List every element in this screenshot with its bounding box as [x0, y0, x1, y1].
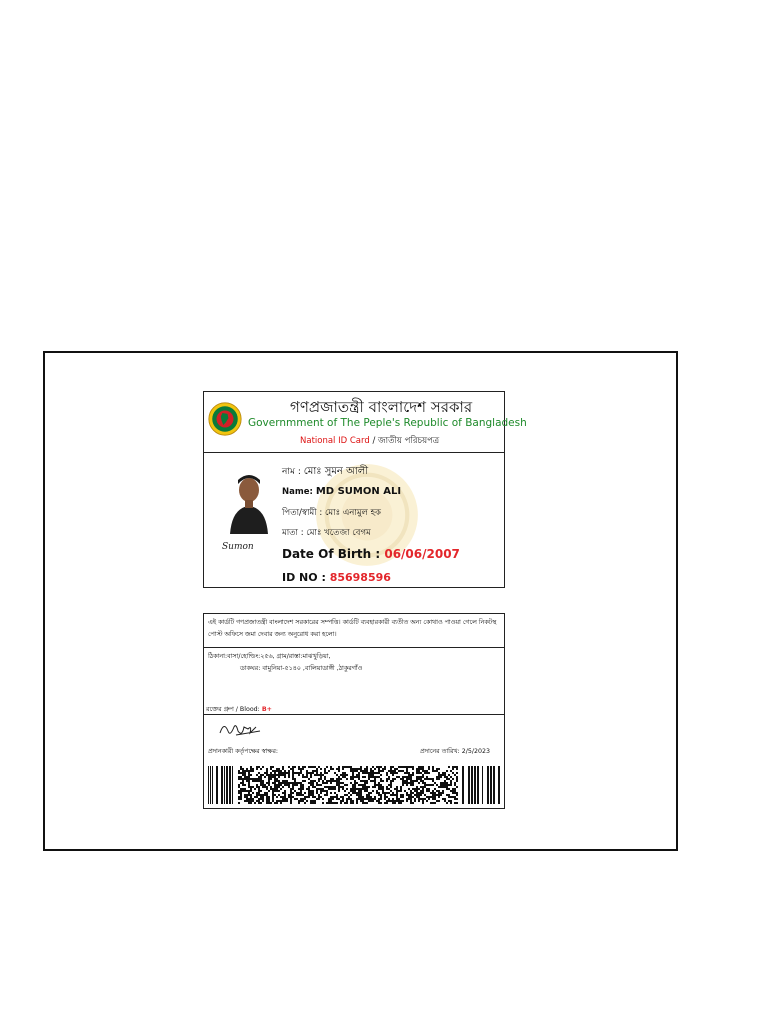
- gov-title-bn: গণপ্রজাতন্ত্রী বাংলাদেশ সরকার: [290, 398, 473, 416]
- dob-row: [282, 547, 460, 561]
- nid-card-back: [203, 613, 505, 809]
- name-en-label: Name:: [282, 487, 313, 497]
- card-type-en: National ID Card: [300, 436, 370, 446]
- id-row: [282, 571, 391, 584]
- father-label: পিতা/স্বামী :: [282, 508, 323, 518]
- issue-date-value: 2/5/2023: [461, 748, 490, 755]
- card-type-bn: জাতীয় পরিচয়পত্র: [378, 436, 440, 446]
- father-value: মোঃ এনামুল হক: [324, 508, 382, 518]
- name-bn-row: [282, 464, 368, 481]
- name-bn-value: মোঃ সুমন আলী: [303, 466, 369, 477]
- mother-value: মোঃ খতেজা বেগম: [306, 528, 371, 538]
- mother-label: মাতা :: [282, 528, 304, 538]
- nid-card-front: [203, 391, 527, 588]
- id-value: 85698596: [329, 571, 391, 584]
- holder-signature: Sumon: [222, 542, 254, 552]
- card-header: [204, 392, 527, 453]
- mother-row: [282, 526, 371, 540]
- blood-label: রক্তের গ্রুপ / Blood:: [206, 706, 260, 713]
- ownership-notice: এই কার্ডটি গণপ্রজাতন্ত্রী বাংলাদেশ সরকারের সম্পত্তি। কার্ডটি ব্যবহারকারী ব্যতীত অন্য কোথাও পাওয়া গেলে নিকটস্থ পোস্ট অফিসে জমা দেবার জন্য অনুরোধ করা হলো।: [204, 614, 504, 648]
- name-en-row: [282, 486, 401, 497]
- name-bn-label: নাম :: [282, 467, 301, 477]
- barcode: [208, 766, 502, 804]
- name-en-value: MD SUMON ALI: [315, 486, 402, 497]
- address-line-2: ডাকঘর: বামুনিয়া-৫১৪০ ,বালিয়াডাঙ্গী ,ঠাকুরগাঁও: [240, 665, 363, 672]
- address-block: [208, 651, 362, 675]
- issue-date: [420, 746, 490, 757]
- card-type-title: [300, 434, 439, 448]
- gov-title-en: Governmment of The Peple's Republic of Bangladesh: [248, 417, 527, 429]
- dob-value: 06/06/2007: [384, 547, 460, 561]
- address-line-1: ঠিকানা:বাসা/হোল্ডিং:২৫৬, গ্রাম/রাস্তা:মাঝখুড়িয়া,: [208, 653, 331, 660]
- father-row: [282, 506, 381, 520]
- card-type-separator: /: [369, 436, 379, 446]
- blood-value: B+: [261, 706, 272, 713]
- issuer-label: প্রদানকারী কর্তৃপক্ষের স্বাক্ষর:: [208, 748, 278, 755]
- issuer-signature: [216, 719, 262, 741]
- blood-group: [206, 704, 272, 715]
- id-label: ID NO :: [282, 571, 326, 584]
- issue-date-label: প্রদানের তারিখ:: [420, 748, 460, 755]
- dob-label: Date Of Birth :: [282, 547, 381, 561]
- bangladesh-emblem-icon: [208, 402, 242, 436]
- holder-photo: [226, 468, 272, 534]
